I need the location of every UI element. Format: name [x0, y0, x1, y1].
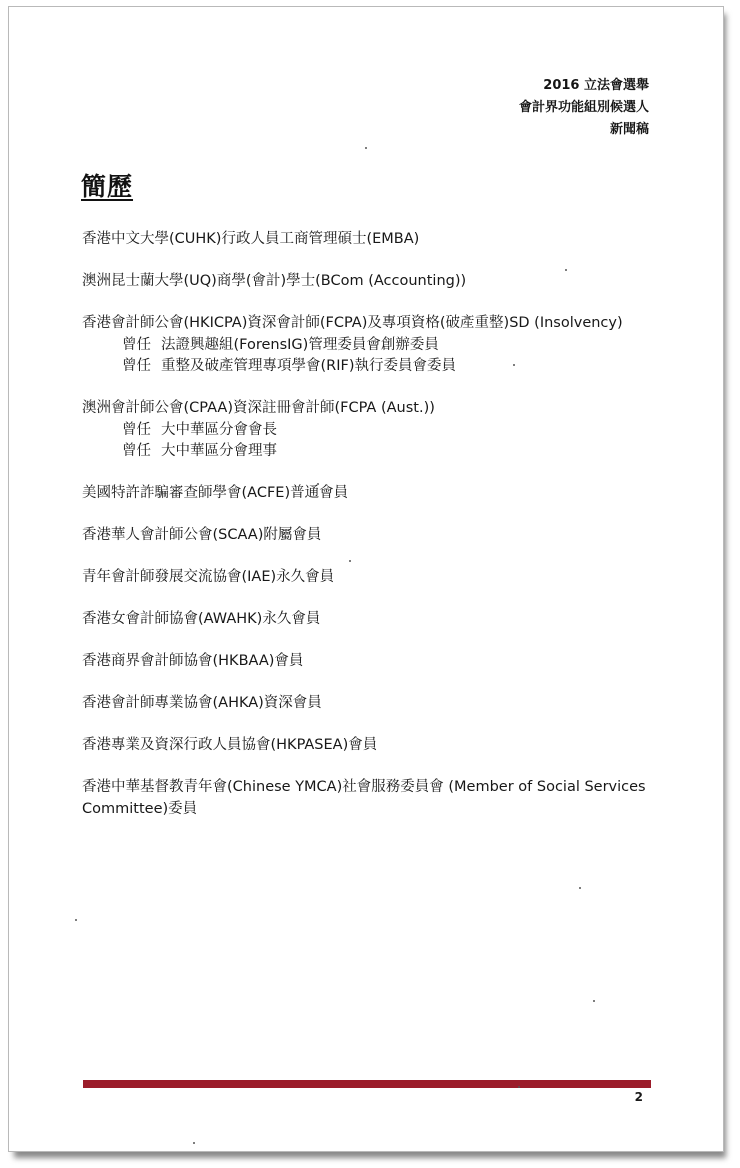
- credential-entry: [82, 229, 682, 251]
- credential-entry: [82, 271, 682, 293]
- scan-speck: [349, 560, 351, 562]
- sub-item-text: 重整及破產管理專項學會(RIF)執行委員會委員: [161, 358, 457, 374]
- credential-text: 美國特許詐騙審查師學會(ACFE)普通會員: [82, 485, 349, 501]
- credential-text: 香港中文大學(CUHK)行政人員工商管理碩士(EMBA): [82, 231, 420, 247]
- header-press-release-line: 新聞稿: [609, 122, 649, 137]
- former-role-label: 曾任: [122, 443, 151, 459]
- sub-item-text: 大中華區分會會長: [161, 421, 277, 438]
- scan-speck: [518, 1086, 520, 1088]
- credential-text: 香港華人會計師公會(SCAA)附屬會員: [82, 527, 322, 543]
- credentials-list: [82, 229, 682, 841]
- scan-speck: [513, 364, 515, 366]
- scan-speck: [317, 483, 319, 485]
- credential-sub-item: [82, 420, 682, 442]
- credential-entry: [82, 693, 682, 715]
- credential-entry: [82, 735, 682, 757]
- page-number: 2: [634, 1090, 643, 1104]
- scan-speck: [365, 147, 367, 149]
- credential-entry: [82, 483, 682, 505]
- former-role-label: 曾任: [122, 336, 151, 353]
- credential-text: 香港專業及資深行政人員協會(HKPASEA)會員: [82, 737, 378, 753]
- scan-speck: [193, 1142, 195, 1144]
- sub-item-text: 大中華區分會理事: [161, 443, 277, 459]
- document-page: [8, 6, 724, 1152]
- credential-entry: [82, 525, 682, 547]
- credential-entry: [82, 567, 682, 589]
- credential-text: 香港會計師公會(HKICPA)資深會計師(FCPA)及專項資格(破產重整)SD (Insolvency): [82, 315, 623, 331]
- header-election-line: 2016 立法會選舉: [543, 78, 649, 93]
- credential-text: 青年會計師發展交流協會(IAE)永久會員: [82, 569, 335, 585]
- scan-speck: [593, 1000, 595, 1002]
- sub-item-text: 法證興趣組(ForensIG)管理委員會創辦委員: [161, 336, 439, 353]
- header-candidate-line: 會計界功能組別候選人: [518, 100, 649, 115]
- credential-entry: [82, 777, 682, 820]
- credential-text: 澳洲會計師公會(CPAA)資深註冊會計師(FCPA (Aust.)): [82, 400, 435, 416]
- credential-sub-item: [82, 356, 682, 378]
- credential-text: 香港會計師專業協會(AHKA)資深會員: [82, 695, 322, 711]
- footer-bar: [83, 1080, 651, 1088]
- credential-entry: [82, 398, 682, 463]
- credential-entry: [82, 313, 682, 378]
- former-role-label: 曾任: [122, 358, 151, 374]
- credential-sub-item: [82, 441, 682, 463]
- credential-text: 香港商界會計師協會(HKBAA)會員: [82, 653, 304, 669]
- credential-entry: [82, 651, 682, 673]
- page-title: 簡歷: [81, 172, 134, 201]
- credential-text: 香港中華基督教青年會(Chinese YMCA)社會服務委員會 (Member of Social Services Committee)委員: [82, 779, 646, 817]
- credential-sub-item: [82, 335, 682, 357]
- former-role-label: 曾任: [122, 421, 151, 438]
- credential-text: 澳洲昆士蘭大學(UQ)商學(會計)學士(BCom (Accounting)): [82, 273, 467, 289]
- credential-text: 香港女會計師協會(AWAHK)永久會員: [82, 611, 321, 627]
- press-release-header: [519, 75, 649, 141]
- scan-speck: [579, 887, 581, 889]
- scan-speck: [565, 269, 567, 271]
- credential-entry: [82, 609, 682, 631]
- scan-speck: [75, 919, 77, 921]
